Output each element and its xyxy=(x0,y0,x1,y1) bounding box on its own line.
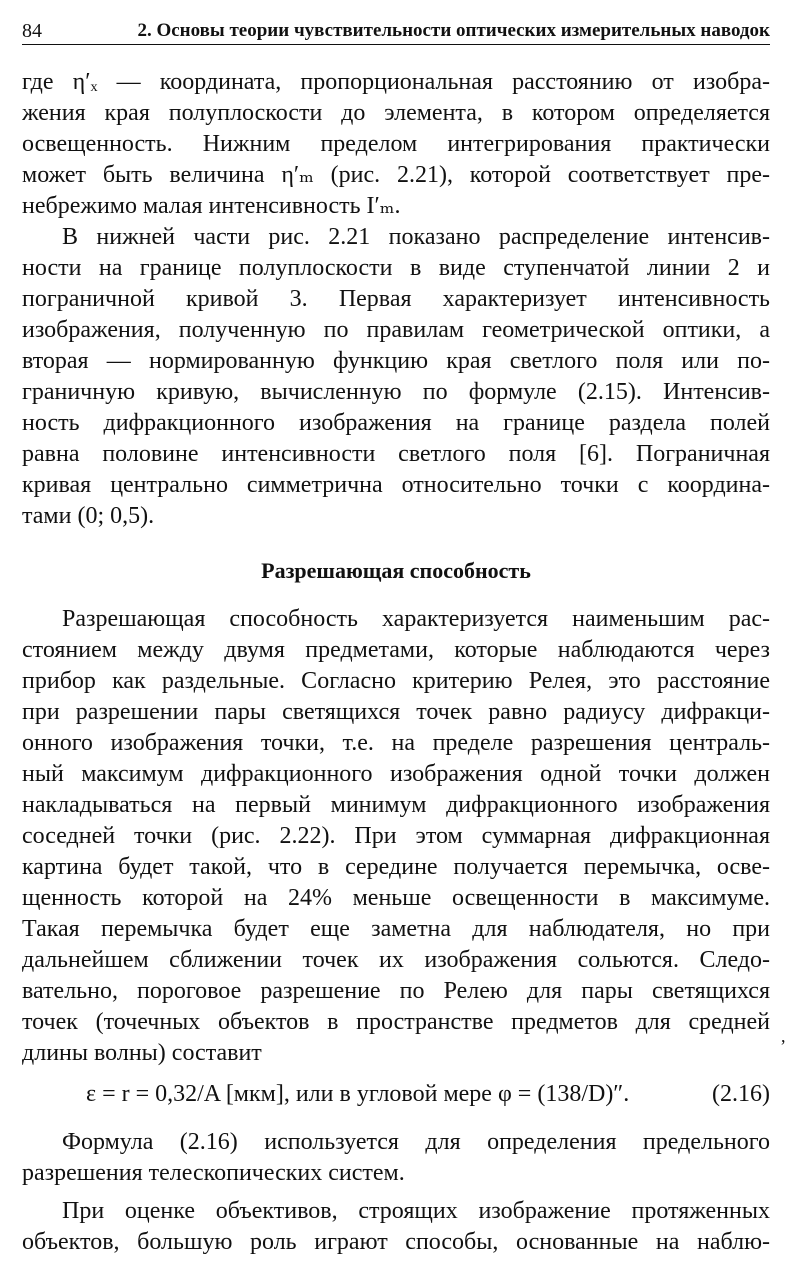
paragraph-line: длины волны) составит xyxy=(22,1040,262,1066)
paragraph-line: картина будет такой, что в середине получается перемычка, осве- xyxy=(22,854,770,880)
running-title: 2. Основы теории чувствительности оптических измерительных наводок xyxy=(137,20,770,41)
paragraph-line: прибор как раздельные. Согласно критерию Релея, это расстояние xyxy=(22,668,770,694)
paragraph-line: равна половине интенсивности светлого поля [6]. Пограничная xyxy=(22,441,770,467)
stray-mark: , xyxy=(781,1026,786,1046)
paragraph-line: разрешения телескопических систем. xyxy=(22,1160,405,1186)
paragraph-line: дальнейшем сближении точек их изображения сольются. Следо- xyxy=(22,947,770,973)
paragraph-line: где η′ₓ — координата, пропорциональная расстоянию от изобра- xyxy=(22,69,770,95)
paragraph-line: ный максимум дифракционного изображения одной точки должен xyxy=(22,761,770,787)
paragraph-line: объектов, большую роль играют способы, основанные на наблю- xyxy=(22,1229,770,1255)
paragraph-line: кривая центрально симметрична относительно точки с координа- xyxy=(22,472,770,498)
paragraph-line: онного изображения точки, т.е. на пределе разрешения централь- xyxy=(22,730,770,756)
paragraph-line: В нижней части рис. 2.21 показано распределение интенсив- xyxy=(62,224,770,250)
paragraph-line: небрежимо малая интенсивность I′ₘ. xyxy=(22,193,401,219)
paragraph-line: изображения, полученную по правилам геометрической оптики, а xyxy=(22,317,770,343)
paragraph-line: жения края полуплоскости до элемента, в котором определяется xyxy=(22,100,770,126)
paragraph-line: точек (точечных объектов в пространстве предметов для средней xyxy=(22,1009,770,1035)
paragraph-line: пограничной кривой 3. Первая характеризует интенсивность xyxy=(22,286,770,312)
paragraph-line: при разрешении пары светящихся точек равно радиусу дифракци- xyxy=(22,699,770,725)
paragraph-line: стоянием между двумя предметами, которые наблюдаются через xyxy=(22,637,770,663)
paragraph-line: Формула (2.16) используется для определения предельного xyxy=(62,1129,770,1155)
paragraph-line: Такая перемычка будет еще заметна для наблюдателя, но при xyxy=(22,916,770,942)
page-header xyxy=(22,18,770,45)
paragraph-line: освещенность. Нижним пределом интегрирования практически xyxy=(22,131,770,157)
paragraph-line: накладываться на первый минимум дифракционного изображения xyxy=(22,792,770,818)
paragraph-line: тами (0; 0,5). xyxy=(22,503,155,529)
paragraph-line: При оценке объективов, строящих изображение протяженных xyxy=(62,1198,770,1224)
paragraph-line: соседней точки (рис. 2.22). При этом суммарная дифракционная xyxy=(22,823,770,849)
paragraph-line: ности на границе полуплоскости в виде ступенчатой линии 2 и xyxy=(22,255,770,281)
formula: ε = r = 0,32/A [мкм], или в угловой мере φ = (138/D)″. xyxy=(86,1081,630,1107)
paragraph-line: ность дифракционного изображения на границе раздела полей xyxy=(22,410,770,436)
equation-number: (2.16) xyxy=(712,1081,770,1107)
paragraph-line: может быть величина η′ₘ (рис. 2.21), которой соответствует пре- xyxy=(22,162,770,188)
page-number: 84 xyxy=(22,20,42,42)
paragraph-line: Разрешающая способность характеризуется наименьшим рас- xyxy=(62,606,770,632)
section-title: Разрешающая способность xyxy=(261,558,531,583)
paragraph-line: вательно, пороговое разрешение по Релею для пары светящихся xyxy=(22,978,770,1004)
paragraph-line: щенность которой на 24% меньше освещенности в максимуме. xyxy=(22,885,770,911)
paragraph-line: вторая — нормированную функцию края светлого поля или по- xyxy=(22,348,770,374)
paragraph-line: граничную кривую, вычисленную по формуле (2.15). Интенсив- xyxy=(22,379,770,405)
